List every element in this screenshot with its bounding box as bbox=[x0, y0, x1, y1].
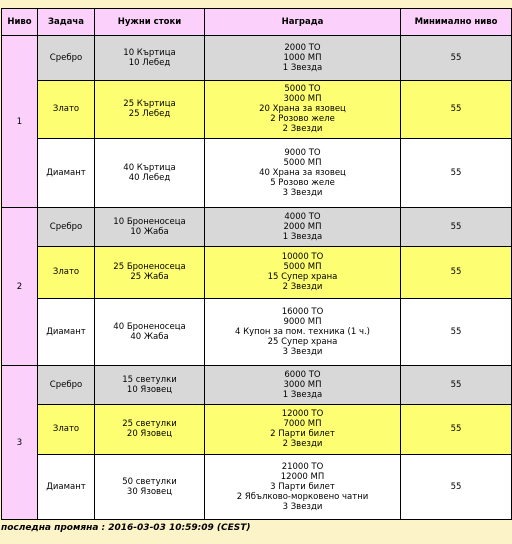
reward-line: 2 Ябълково-морковено чатни bbox=[236, 492, 369, 503]
reward-line: 4 Купон за пом. техника (1 ч.) bbox=[235, 327, 370, 338]
reward-line: 12000 ТО bbox=[281, 409, 324, 420]
goods-line: 15 светулки bbox=[122, 374, 177, 385]
goods-cell bbox=[95, 366, 205, 404]
goods-line: 25 Лебед bbox=[128, 109, 171, 120]
min-level-cell: 55 bbox=[401, 366, 512, 404]
goods-cell bbox=[95, 246, 205, 299]
reward-cell bbox=[205, 455, 401, 520]
goods-line: 10 Къртица bbox=[123, 47, 176, 58]
goods-line: 40 Лебед bbox=[128, 173, 171, 184]
reward-line: 16000 ТО bbox=[281, 307, 324, 318]
goods-cell bbox=[95, 139, 205, 208]
goods-cell bbox=[95, 80, 205, 139]
last-modified: последна промяна : 2016-03-03 10:59:09 (CEST) bbox=[1, 523, 251, 533]
header-reward: Награда bbox=[205, 9, 401, 36]
reward-line: 2 Парти билет bbox=[270, 429, 335, 440]
task-cell: Диамант bbox=[38, 299, 95, 366]
table-row bbox=[2, 80, 512, 139]
goods-line: 20 Язовец bbox=[126, 429, 173, 440]
reward-cell bbox=[205, 36, 401, 81]
min-level-cell: 55 bbox=[401, 246, 512, 299]
reward-line: 9000 МП bbox=[283, 317, 322, 328]
tasks-table bbox=[1, 8, 512, 520]
reward-line: 1000 МП bbox=[283, 52, 322, 63]
min-level-cell: 55 bbox=[401, 36, 512, 81]
min-level-cell: 55 bbox=[401, 404, 512, 455]
min-level-cell: 55 bbox=[401, 208, 512, 246]
reward-line: 12000 МП bbox=[280, 472, 325, 483]
table-row bbox=[2, 246, 512, 299]
goods-line: 40 Жаба bbox=[130, 332, 169, 343]
reward-cell bbox=[205, 80, 401, 139]
reward-line: 3000 МП bbox=[283, 379, 322, 390]
table-body bbox=[2, 36, 512, 520]
header-row bbox=[2, 9, 512, 36]
reward-line: 1 Звезда bbox=[282, 231, 323, 242]
reward-line: 3 Звезди bbox=[282, 188, 323, 199]
goods-cell bbox=[95, 36, 205, 81]
reward-line: 20 Храна за язовец bbox=[259, 104, 346, 115]
reward-line: 2 Звезди bbox=[282, 282, 323, 293]
reward-cell bbox=[205, 366, 401, 404]
goods-cell bbox=[95, 455, 205, 520]
goods-line: 30 Язовец bbox=[126, 487, 173, 498]
goods-line: 40 Къртица bbox=[123, 163, 176, 174]
task-cell: Сребро bbox=[38, 366, 95, 404]
task-cell: Сребро bbox=[38, 208, 95, 246]
reward-cell bbox=[205, 139, 401, 208]
goods-line: 10 Броненосеца bbox=[113, 216, 186, 227]
reward-line: 40 Храна за язовец bbox=[259, 168, 346, 179]
goods-cell bbox=[95, 299, 205, 366]
reward-line: 2000 МП bbox=[283, 221, 322, 232]
header-min-level: Минимално ниво bbox=[401, 9, 512, 36]
header-task: Задача bbox=[38, 9, 95, 36]
table-row bbox=[2, 404, 512, 455]
task-cell: Диамант bbox=[38, 455, 95, 520]
reward-line: 3000 МП bbox=[283, 94, 322, 105]
level-cell: 2 bbox=[2, 208, 38, 366]
reward-cell bbox=[205, 246, 401, 299]
task-cell: Злато bbox=[38, 246, 95, 299]
header-goods: Нужни стоки bbox=[95, 9, 205, 36]
level-cell: 3 bbox=[2, 366, 38, 520]
min-level-cell: 55 bbox=[401, 139, 512, 208]
reward-line: 15 Супер храна bbox=[267, 272, 338, 283]
table-row bbox=[2, 36, 512, 81]
reward-line: 2 Звезди bbox=[282, 439, 323, 450]
reward-line: 10000 ТО bbox=[281, 252, 324, 263]
reward-line: 7000 МП bbox=[283, 419, 322, 430]
reward-line: 5000 ТО bbox=[284, 84, 321, 95]
reward-line: 21000 ТО bbox=[281, 462, 324, 473]
reward-line: 2000 ТО bbox=[284, 42, 321, 53]
table-row bbox=[2, 455, 512, 520]
goods-line: 25 Броненосеца bbox=[113, 262, 186, 273]
goods-line: 10 Жаба bbox=[130, 226, 169, 237]
reward-cell bbox=[205, 208, 401, 246]
reward-line: 1 Звезда bbox=[282, 62, 323, 73]
goods-line: 10 Язовец bbox=[126, 384, 173, 395]
goods-line: 25 светулки bbox=[122, 419, 177, 430]
goods-cell bbox=[95, 404, 205, 455]
reward-line: 5000 МП bbox=[283, 158, 322, 169]
goods-cell bbox=[95, 208, 205, 246]
header-level: Ниво bbox=[2, 9, 38, 36]
goods-line: 50 светулки bbox=[122, 477, 177, 488]
reward-line: 2 Звезди bbox=[282, 124, 323, 135]
table-row bbox=[2, 299, 512, 366]
task-cell: Злато bbox=[38, 80, 95, 139]
table-row bbox=[2, 139, 512, 208]
task-cell: Диамант bbox=[38, 139, 95, 208]
table-row bbox=[2, 366, 512, 404]
reward-line: 5000 МП bbox=[283, 262, 322, 273]
reward-line: 3 Парти билет bbox=[270, 482, 335, 493]
goods-line: 25 Къртица bbox=[123, 99, 176, 110]
reward-line: 6000 ТО bbox=[284, 369, 321, 380]
reward-cell bbox=[205, 299, 401, 366]
reward-line: 5 Розово желе bbox=[270, 178, 335, 189]
reward-line: 1 Звезда bbox=[282, 389, 323, 400]
reward-line: 2 Розово желе bbox=[270, 114, 335, 125]
min-level-cell: 55 bbox=[401, 80, 512, 139]
goods-line: 10 Лебед bbox=[128, 57, 171, 68]
goods-line: 40 Броненосеца bbox=[113, 322, 186, 333]
reward-line: 9000 ТО bbox=[284, 148, 321, 159]
reward-cell bbox=[205, 404, 401, 455]
min-level-cell: 55 bbox=[401, 455, 512, 520]
reward-line: 25 Супер храна bbox=[267, 337, 338, 348]
task-cell: Злато bbox=[38, 404, 95, 455]
level-cell: 1 bbox=[2, 36, 38, 208]
task-cell: Сребро bbox=[38, 36, 95, 81]
reward-line: 3 Звезди bbox=[282, 502, 323, 513]
min-level-cell: 55 bbox=[401, 299, 512, 366]
reward-line: 3 Звезди bbox=[282, 347, 323, 358]
table-row bbox=[2, 208, 512, 246]
reward-line: 4000 ТО bbox=[284, 211, 321, 222]
goods-line: 25 Жаба bbox=[130, 272, 169, 283]
